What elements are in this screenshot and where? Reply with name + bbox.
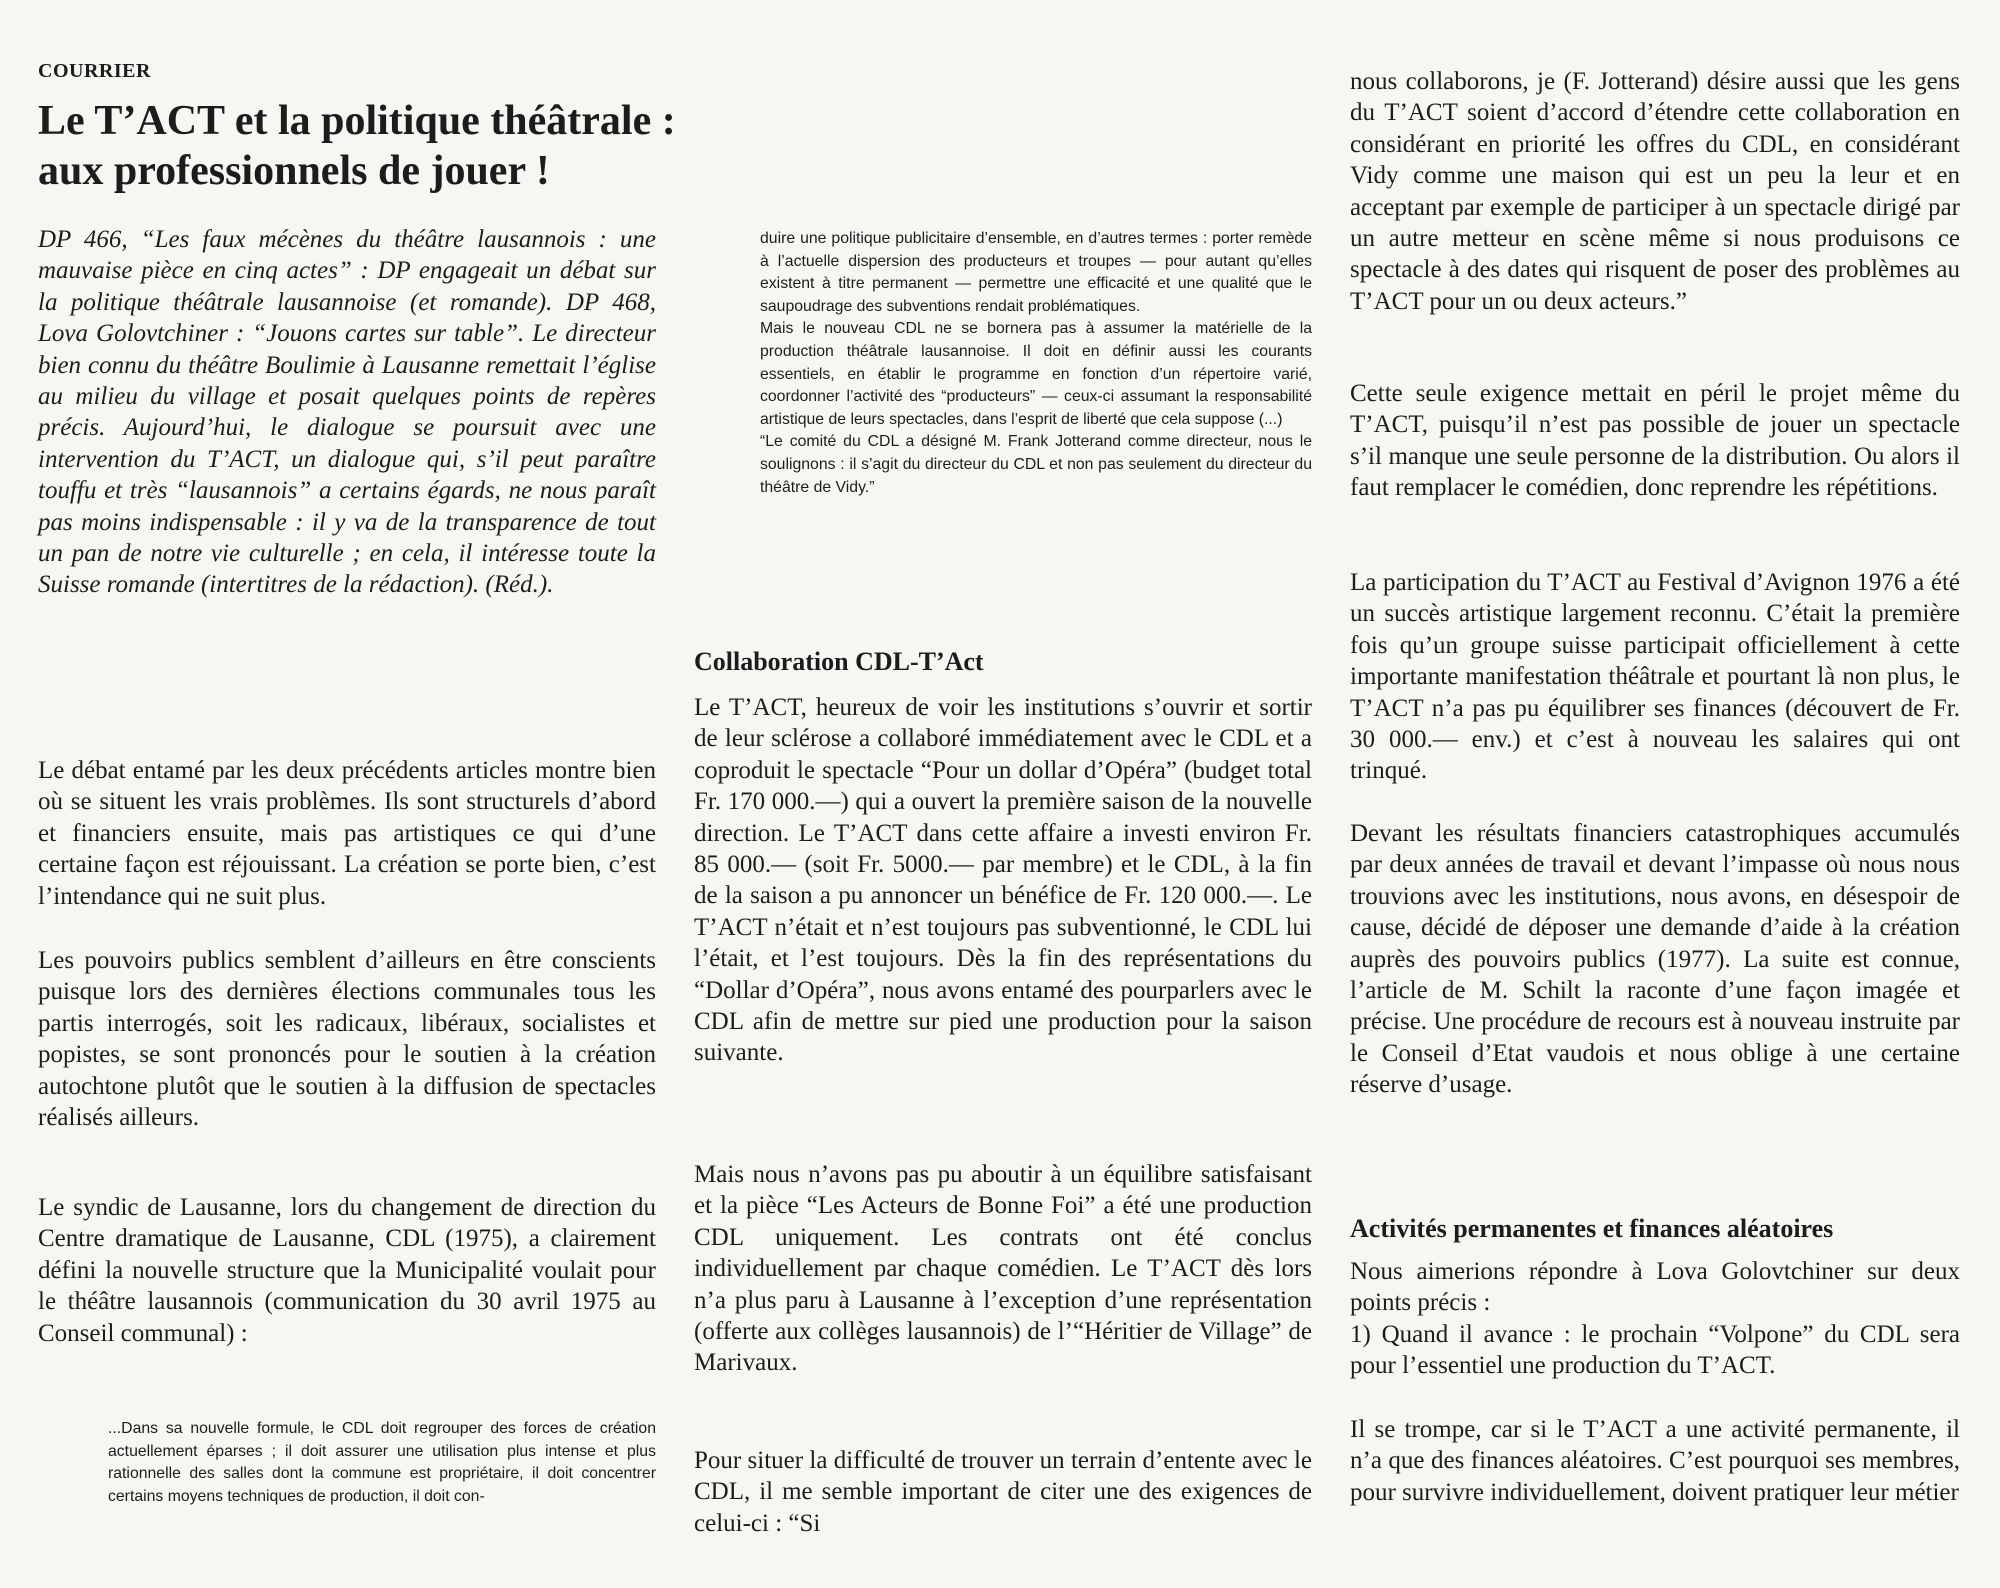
col1-quote: ...Dans sa nouvelle formule, le CDL doit regrouper des forces de création actuellement éparses ; il doit assurer une utilisation plus intense et plus rationnelle des salles dont la commune est propriétaire, il doit concentrer certains moyens techniques de production, il doit con- bbox=[108, 1420, 656, 1505]
col3-paragraph-5: Nous aimerions répondre à Lova Golovtchiner sur deux points précis : bbox=[1350, 1258, 1960, 1317]
subhead-activities: Activités permanentes et finances aléatoires bbox=[1350, 1214, 1834, 1243]
col2-paragraph-1: Le T’ACT, heureux de voir les institutions s’ouvrir et sortir de leur sclérose a collaboré immédiatement avec le CDL et a coproduit le spectacle “Pour un dollar d’Opéra” (budget total Fr. 170 000.—) qui a ouvert la première saison de la nouvelle direction. Le T’ACT dans cette affaire a investi environ Fr. 85 000.— (soit Fr. 5000.— par membre) et le CDL, à la fin de la saison a pu annoncer un bénéfice de Fr. 120 000.—. Le T’ACT n’était et n’est toujours pas subventionné, le CDL lui l’était, et l’est toujours. Dès la fin des représentations du “Dollar d’Opéra”, nous avons entamé des pourparlers avec le CDL afin de mettre sur pied une production pour la saison suivante. bbox=[694, 694, 1312, 1067]
intro-paragraph: DP 466, “Les faux mécènes du théâtre lausannois : une mauvaise pièce en cinq actes” : DP engageait un débat sur la politique théâtrale lausannoise (et romande). DP 468, Lova Golovtchiner : “Jouons cartes sur table”. Le directeur bien connu du théâtre Boulimie à Lausanne remettait l’église au milieu du village et posait quelques points de repères précis. Aujourd’hui, le dialogue se poursuit avec une intervention du T’ACT, un dialogue qui, s’il peut paraître touffu et très “lausannois” a certains égards, ne nous paraît pas moins indispensable : il y va de la transparence de tout un pan de notre vie culturelle ; en cela, il intéresse toute la Suisse romande (intertitres de la rédaction). (Réd.). bbox=[38, 226, 656, 599]
col1-paragraph-3: Le syndic de Lausanne, lors du changement de direction du Centre dramatique de Lausanne, CDL (1975), a clairement défini la nouvelle structure que la Municipalité voulait pour le théâtre lausannois (communication du 30 avril 1975 au Conseil communal) : bbox=[38, 1194, 656, 1347]
col2-paragraph-2: Mais nous n’avons pas pu aboutir à un équilibre satisfaisant et la pièce “Les Acteurs de Bonne Foi” a été une production CDL uniquement. Les contrats ont été conclus individuellement par chaque comédien. Le T’ACT dès lors n’a plus paru à Lausanne à l’exception d’une représentation (offerte aux collèges lausannois) de l’“Héritier de Village” de Marivaux. bbox=[694, 1161, 1312, 1377]
headline-line-2: aux professionnels de jouer ! bbox=[38, 148, 550, 194]
col2-quote-part-3: “Le comité du CDL a désigné M. Frank Jotterand comme directeur, nous le soulignons : il s’agit du directeur du CDL et non pas seulement du directeur du théâtre de Vidy.” bbox=[760, 433, 1312, 496]
col3-paragraph-6: 1) Quand il avance : le prochain “Volpone” du CDL sera pour l’essentiel une production du T’ACT. bbox=[1350, 1321, 1960, 1380]
col3-paragraph-3: La participation du T’ACT au Festival d’Avignon 1976 a été un succès artistique largement reconnu. C’était la première fois qu’un groupe suisse participait officiellement à cette importante manifestation théâtrale et pourtant là non plus, le T’ACT n’a pas pu équilibrer ses finances (découvert de Fr. 30 000.— env.) et c’est à nouveau les salaires qui ont trinqué. bbox=[1350, 569, 1960, 785]
col3-paragraph-1: nous collaborons, je (F. Jotterand) désire aussi que les gens du T’ACT soient d’accord d’étendre cette collaboration en considérant en priorité les offres du CDL, en considérant Vidy comme une maison qui est un peu la leur et en acceptant par exemple de participer à un spectacle dirigé par un autre metteur en scène même si nous produisons ce spectacle à des dates qui risquent de poser des problèmes au T’ACT pour un ou deux acteurs.” bbox=[1350, 68, 1960, 315]
col2-quote-block bbox=[760, 228, 1312, 499]
subhead-collaboration: Collaboration CDL-T’Act bbox=[694, 647, 984, 676]
section-kicker: COURRIER bbox=[38, 60, 151, 82]
col2-quote-part-1: duire une politique publicitaire d’ensemble, en d’autres termes : porter remède à l’actuelle dispersion des producteurs et troupes — pour autant qu’elles existent à titre permanent — permettre une efficacité et une qualité que le saupoudrage des subventions rendait problématiques. bbox=[760, 230, 1312, 315]
col2-quote-part-2: Mais le nouveau CDL ne se bornera pas à assumer la matérielle de la production théâtrale lausannoise. Il doit en définir aussi les courants essentiels, en établir le programme en fonction d’un répertoire varié, coordonner l’activité des “producteurs” — ceux-ci assumant la responsabilité artistique de leurs spectacles, dans l’esprit de liberté que cela suppose (...) bbox=[760, 320, 1312, 428]
col1-paragraph-1: Le débat entamé par les deux précédents articles montre bien où se situent les vrais problèmes. Ils sont structurels d’abord et financiers ensuite, mais pas artistiques ce qui d’une certaine façon est réjouissant. La création se porte bien, c’est l’intendance qui ne suit plus. bbox=[38, 757, 656, 910]
col3-paragraph-4: Devant les résultats financiers catastrophiques accumulés par deux années de travail et devant l’impasse où nous nous trouvions avec les institutions, nous avons, en désespoir de cause, décidé de déposer une demande d’aide à la création auprès des pouvoirs publics (1977). La suite est connue, l’article de M. Schilt la raconte d’une façon imagée et précise. Une procédure de recours est à nouveau instruite par le Conseil d’Etat vaudois et nous oblige à une certaine réserve d’usage. bbox=[1350, 820, 1960, 1099]
headline-line-1: Le T’ACT et la politique théâtrale : bbox=[38, 98, 676, 144]
col1-paragraph-2: Les pouvoirs publics semblent d’ailleurs en être conscients puisque lors des dernières élections communales tous les partis interrogés, soit les radicaux, libéraux, socialistes et popistes, se sont prononcés pour le soutien à la création autochtone plutôt que le soutien à la diffusion de spectacles réalisés ailleurs. bbox=[38, 947, 656, 1132]
col3-paragraph-7: Il se trompe, car si le T’ACT a une activité permanente, il n’a que des finances aléatoires. C’est pourquoi ses membres, pour survivre individuellement, doivent pratiquer leur métier bbox=[1350, 1416, 1960, 1506]
article-headline bbox=[38, 96, 798, 196]
col3-paragraph-2: Cette seule exigence mettait en péril le projet même du T’ACT, puisqu’il n’est pas possible de jouer un spectacle s’il manque une seule personne de la distribution. Ou alors il faut remplacer le comédien, donc reprendre les répétitions. bbox=[1350, 380, 1960, 502]
col2-paragraph-3: Pour situer la difficulté de trouver un terrain d’entente avec le CDL, il me semble important de citer une des exigences de celui-ci : “Si bbox=[694, 1447, 1312, 1537]
